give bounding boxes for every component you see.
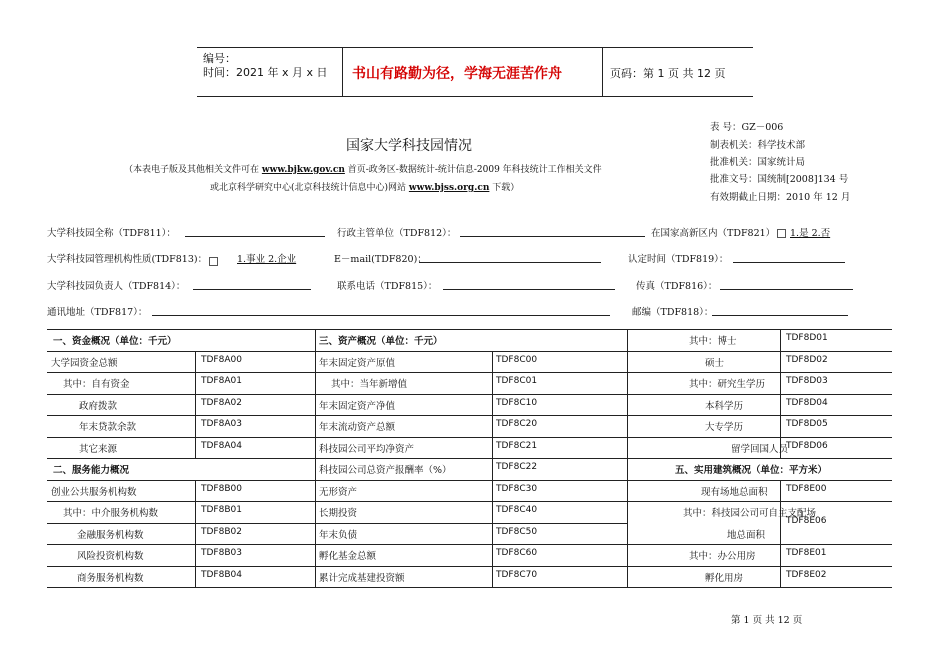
table-row-label: 孵化基金总额 [319, 551, 377, 562]
table-row-code: TDF8C30 [496, 484, 538, 494]
header-top-rule [197, 47, 753, 48]
table-row-code: TDF8C22 [496, 462, 538, 472]
table-row-label: 金融服务机构数 [77, 530, 144, 541]
table-row-code: TDF8D02 [786, 355, 828, 365]
table-rule [315, 351, 627, 352]
table-rule [315, 544, 627, 545]
table-row-code: TDF8E06 [786, 516, 827, 526]
table-rule [627, 566, 892, 567]
table-row-code: TDF8B01 [201, 505, 242, 515]
table-row-label: 孵化用房 [705, 573, 744, 584]
table-rule [47, 544, 315, 545]
table-row-code: TDF8C70 [496, 570, 538, 580]
form-number: 表 号：GZ－006 [710, 122, 784, 133]
table-row-label: 硕士 [705, 358, 725, 369]
approval-time-field[interactable] [733, 262, 845, 263]
org-nature-checkbox[interactable] [209, 257, 218, 266]
table-row-label: 大专学历 [705, 422, 744, 433]
serial-label: 编号： [203, 52, 236, 65]
table-divider [195, 351, 196, 458]
hitech-zone-options: 1.是 2.否 [790, 228, 831, 239]
table-row-label: 年末固定资产原值 [319, 358, 396, 369]
section-funding-heading: 一、资金概况（单位：千元） [53, 336, 177, 347]
table-rule [47, 480, 315, 481]
table-row-code: TDF8D03 [786, 376, 828, 386]
table-rule [47, 372, 315, 373]
bjss-link[interactable]: www.bjss.org.cn [408, 183, 490, 193]
table-row-code: TDF8C00 [496, 355, 538, 365]
download-note-line1 [124, 162, 602, 175]
table-row-code: TDF8C50 [496, 527, 538, 537]
table-row-code: TDF8D01 [786, 333, 828, 343]
date-label: 时间：2021 年 x 月 x 日 [203, 66, 328, 79]
table-rule [315, 458, 627, 459]
note-text: 首页-政务区-数据统计-统计信息-2009 年科技统计工作相关文件 [344, 165, 602, 175]
approval-number: 批准文号：国统制[2008]134 号 [710, 174, 849, 185]
table-row-label: 长期投资 [319, 508, 358, 519]
table-row-code: TDF8B03 [201, 548, 242, 558]
table-bottom-rule [47, 587, 892, 588]
park-name-label: 大学科技园全称（TDF811）： [47, 228, 176, 239]
table-row-code: TDF8A04 [201, 441, 242, 451]
table-row-code: TDF8B00 [201, 484, 242, 494]
table-rule [315, 501, 627, 502]
table-row-label: 年末流动资产总额 [319, 422, 396, 433]
table-rule [627, 480, 892, 481]
table-rule [315, 394, 627, 395]
table-row-code: TDF8A01 [201, 376, 242, 386]
table-rule [47, 566, 315, 567]
table-rule [627, 544, 892, 545]
table-rule [627, 372, 892, 373]
table-row-code: TDF8A02 [201, 398, 242, 408]
table-row-label: 大学园资金总额 [51, 358, 118, 369]
table-row-code: TDF8C21 [496, 441, 538, 451]
table-row-code: TDF8C01 [496, 376, 538, 386]
phone-label: 联系电话（TDF815）： [337, 281, 438, 292]
table-row-label: 商务服务机构数 [77, 573, 144, 584]
table-row-code: TDF8B04 [201, 570, 242, 580]
manager-field[interactable] [193, 289, 311, 290]
approval-time-label: 认定时间（TDF819）： [628, 254, 729, 265]
section-service-heading: 二、服务能力概况 [53, 465, 130, 476]
page-indicator: 页码：第 1 页 共 12 页 [610, 67, 726, 80]
table-rule [315, 415, 627, 416]
table-row-label: 其中：办公用房 [689, 551, 756, 562]
note-text: （本表电子版及其他相关文件可在 [124, 165, 262, 175]
table-row-label: 本科学历 [705, 401, 744, 412]
table-row-label: 其中：研究生学历 [689, 379, 766, 390]
table-row-label: 年末固定资产净值 [319, 401, 396, 412]
table-row-code: TDF8A00 [201, 355, 242, 365]
hitech-zone-text: 在国家高新区内（TDF821） [651, 228, 776, 239]
table-row-label: 留学回国人员 [731, 444, 789, 455]
hitech-zone-label [651, 225, 786, 239]
section-buildings-heading: 五、实用建筑概况（单位：平方米） [675, 465, 828, 476]
table-row-code: TDF8D04 [786, 398, 828, 408]
table-row-label: 累计完成基建投资额 [319, 573, 405, 584]
table-row-label: 其中：当年新增值 [331, 379, 408, 390]
table-row-code: TDF8B02 [201, 527, 242, 537]
table-divider [780, 329, 781, 458]
issuing-authority: 制表机关：科学技术部 [710, 140, 806, 151]
table-rule [47, 437, 315, 438]
page-title: 国家大学科技园情况 [346, 138, 472, 154]
table-rule [315, 523, 627, 524]
header-divider [342, 47, 343, 96]
note-text: 下载） [489, 183, 520, 193]
table-rule [315, 566, 627, 567]
expiry-date: 有效期截止日期：2010 年 12 月 [710, 192, 851, 203]
table-row-label: 其中：自有资金 [63, 379, 130, 390]
phone-field[interactable] [443, 289, 615, 290]
table-row-label: 科技园公司总资产报酬率（%） [319, 465, 452, 476]
bjkw-link[interactable]: www.bjkw.gov.cn [261, 165, 345, 175]
table-rule [47, 351, 315, 352]
table-row-code: TDF8E00 [786, 484, 827, 494]
table-row-label: 科技园公司平均净资产 [319, 444, 415, 455]
authority-field[interactable] [460, 236, 645, 237]
address-label: 通讯地址（TDF817）： [47, 307, 148, 318]
table-rule [627, 394, 892, 395]
note-text: 或北京科学研究中心(北京科技统计信息中心)网站 [210, 183, 409, 193]
table-row-label: 其中：博士 [689, 336, 737, 347]
table-rule [47, 458, 315, 459]
org-nature-options: 1.事业 2.企业 [237, 254, 297, 265]
table-rule [627, 415, 892, 416]
org-nature-text: 大学科技园管理机构性质(TDF813)： [47, 254, 208, 265]
email-label: E－mail(TDF820)： [334, 254, 427, 265]
table-row-code: TDF8C40 [496, 505, 538, 515]
table-row-code: TDF8D06 [786, 441, 828, 451]
park-name-field[interactable] [185, 236, 325, 237]
motto: 书山有路勤为径，学海无涯苦作舟 [352, 66, 562, 82]
table-row-label: 无形资产 [319, 487, 358, 498]
table-row-label: 年末负债 [319, 530, 358, 541]
table-rule [627, 458, 892, 459]
table-divider [195, 480, 196, 587]
table-row-code: TDF8E01 [786, 548, 827, 558]
table-rule [315, 437, 627, 438]
table-row-label: 创业公共服务机构数 [51, 487, 137, 498]
table-rule [315, 480, 627, 481]
approving-authority: 批准机关：国家统计局 [710, 157, 806, 168]
postcode-field[interactable] [712, 315, 848, 316]
section-assets-heading: 三、资产概况（单位：千元） [319, 336, 443, 347]
table-row-code: TDF8D05 [786, 419, 828, 429]
table-row-code: TDF8A03 [201, 419, 242, 429]
table-rule [315, 372, 627, 373]
email-field[interactable] [419, 262, 601, 263]
table-row-label: 其中：中介服务机构数 [63, 508, 159, 519]
table-row-code: TDF8C10 [496, 398, 538, 408]
table-rule [47, 501, 315, 502]
footer-page-number: 第 1 页 共 12 页 [731, 615, 803, 626]
table-row-code: TDF8E02 [786, 570, 827, 580]
table-row-label: 地总面积 [727, 530, 766, 541]
fax-label: 传真（TDF816）： [636, 281, 718, 292]
table-rule [627, 351, 892, 352]
table-divider [492, 351, 493, 587]
table-rule [627, 501, 892, 502]
table-divider [780, 480, 781, 587]
postcode-label: 邮编（TDF818）： [632, 307, 714, 318]
header-divider [602, 47, 603, 96]
address-field[interactable] [152, 315, 610, 316]
table-rule [47, 523, 315, 524]
org-nature-label [47, 251, 218, 266]
table-rule [47, 415, 315, 416]
manager-label: 大学科技园负责人（TDF814）： [47, 281, 186, 292]
table-row-label: 其中：科技园公司可自主支配场 [683, 508, 817, 519]
table-row-label: 现有场地总面积 [701, 487, 768, 498]
table-row-label: 年末贷款余款 [79, 422, 137, 433]
fax-field[interactable] [720, 289, 853, 290]
header-bottom-rule [197, 96, 753, 97]
table-row-code: TDF8C20 [496, 419, 538, 429]
table-top-rule [47, 329, 892, 330]
table-row-label: 风险投资机构数 [77, 551, 144, 562]
table-rule [627, 437, 892, 438]
authority-label: 行政主管单位（TDF812）： [337, 228, 457, 239]
table-row-label: 其它来源 [79, 444, 118, 455]
hitech-zone-checkbox[interactable] [777, 229, 786, 238]
table-rule [47, 394, 315, 395]
download-note-line2 [210, 180, 519, 193]
statistics-table [47, 329, 892, 587]
table-row-label: 政府拨款 [79, 401, 118, 412]
table-row-code: TDF8C60 [496, 548, 538, 558]
